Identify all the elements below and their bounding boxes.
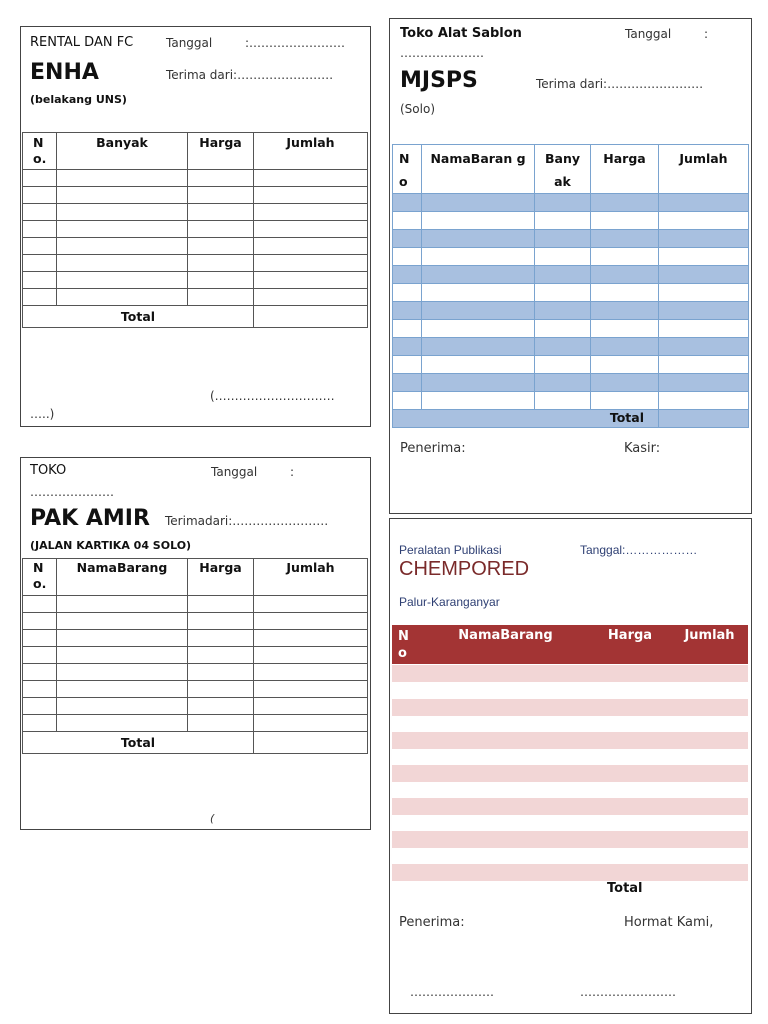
enha-received-from-field[interactable]: Terima dari:…………………… bbox=[166, 68, 334, 82]
table-row[interactable] bbox=[23, 204, 368, 221]
table-row[interactable] bbox=[23, 289, 368, 306]
enha-items-table bbox=[22, 132, 368, 328]
pakamir-date-field[interactable]: ………………… bbox=[30, 485, 114, 499]
enha-signature-line: (………………………… bbox=[210, 389, 335, 403]
enha-address: (belakang UNS) bbox=[30, 93, 127, 106]
chempored-signature-penerima: ………………… bbox=[410, 985, 494, 999]
table-row[interactable] bbox=[393, 392, 749, 410]
mjsps-total-label: Total bbox=[393, 410, 659, 428]
chempored-col-namabarang: NamaBarang bbox=[422, 625, 589, 664]
mjsps-shop-name: MJSPS bbox=[400, 68, 478, 93]
enha-signature-line-end: …..) bbox=[30, 407, 55, 421]
pakamir-col-no: N o. bbox=[23, 559, 57, 596]
chempored-items-table-header bbox=[392, 625, 748, 664]
enha-total-label: Total bbox=[23, 306, 254, 328]
mjsps-col-harga: Harga bbox=[591, 145, 659, 194]
table-row[interactable] bbox=[393, 374, 749, 392]
mjsps-address: (Solo) bbox=[400, 102, 435, 116]
table-row[interactable] bbox=[23, 187, 368, 204]
chempored-business-type: Peralatan Publikasi bbox=[399, 543, 502, 557]
mjsps-kasir-label: Kasir: bbox=[624, 441, 661, 456]
table-row[interactable] bbox=[23, 715, 368, 732]
table-row[interactable] bbox=[23, 238, 368, 255]
enha-col-banyak: Banyak bbox=[57, 133, 188, 170]
chempored-col-no: N o bbox=[392, 625, 422, 664]
pakamir-total-label: Total bbox=[23, 732, 254, 754]
mjsps-col-no: N o bbox=[393, 145, 422, 194]
table-row[interactable] bbox=[392, 665, 748, 682]
mjsps-items-table bbox=[392, 144, 749, 428]
table-row[interactable] bbox=[392, 699, 748, 716]
pakamir-received-from-field[interactable]: Terimadari:…………………… bbox=[165, 514, 329, 528]
enha-date-label: Tanggal bbox=[166, 36, 213, 50]
mjsps-business-type: Toko Alat Sablon bbox=[400, 26, 522, 41]
mjsps-penerima-label: Penerima: bbox=[400, 441, 466, 456]
table-row[interactable] bbox=[393, 194, 749, 212]
mjsps-col-jumlah: Jumlah bbox=[659, 145, 749, 194]
pakamir-address: (JALAN KARTIKA 04 SOLO) bbox=[30, 539, 192, 552]
table-row[interactable] bbox=[392, 831, 748, 848]
chempored-hormat-label: Hormat Kami, bbox=[624, 915, 714, 930]
table-row[interactable] bbox=[392, 765, 748, 782]
enha-date-field[interactable]: :…………………… bbox=[245, 36, 346, 50]
pakamir-col-jumlah: Jumlah bbox=[254, 559, 368, 596]
table-row[interactable] bbox=[393, 338, 749, 356]
table-row[interactable] bbox=[393, 284, 749, 302]
table-row[interactable] bbox=[23, 613, 368, 630]
table-row[interactable] bbox=[23, 664, 368, 681]
mjsps-received-from-field[interactable]: Terima dari:…………………… bbox=[536, 77, 704, 91]
pakamir-business-type: TOKO bbox=[30, 463, 67, 478]
chempored-col-jumlah: Jumlah bbox=[671, 625, 748, 664]
table-row[interactable] bbox=[23, 221, 368, 238]
enha-col-jumlah: Jumlah bbox=[254, 133, 368, 170]
table-row[interactable] bbox=[23, 596, 368, 613]
pakamir-date-colon: : bbox=[290, 465, 295, 479]
chempored-address: Palur-Karanganyar bbox=[399, 595, 500, 609]
table-row[interactable] bbox=[23, 647, 368, 664]
pakamir-items-table bbox=[22, 558, 368, 754]
table-row[interactable] bbox=[23, 170, 368, 187]
table-row[interactable] bbox=[23, 630, 368, 647]
enha-col-harga: Harga bbox=[188, 133, 254, 170]
pakamir-shop-name: PAK AMIR bbox=[30, 506, 150, 531]
table-row[interactable] bbox=[392, 732, 748, 749]
mjsps-date-field[interactable]: ………………… bbox=[400, 46, 484, 60]
table-row[interactable] bbox=[23, 255, 368, 272]
table-row[interactable] bbox=[23, 272, 368, 289]
table-row[interactable] bbox=[23, 698, 368, 715]
pakamir-col-namabarang: NamaBarang bbox=[57, 559, 188, 596]
table-row[interactable] bbox=[392, 864, 748, 881]
table-row[interactable] bbox=[393, 248, 749, 266]
mjsps-date-label: Tanggal bbox=[625, 27, 672, 41]
pakamir-signature-line: ( bbox=[210, 812, 215, 825]
chempored-shop-name: CHEMPORED bbox=[399, 558, 530, 580]
chempored-penerima-label: Penerima: bbox=[399, 915, 465, 930]
table-row[interactable] bbox=[393, 302, 749, 320]
enha-total-value[interactable] bbox=[254, 306, 368, 328]
table-row[interactable] bbox=[393, 356, 749, 374]
table-row[interactable] bbox=[392, 798, 748, 815]
pakamir-date-label: Tanggal bbox=[211, 465, 258, 479]
chempored-col-harga: Harga bbox=[589, 625, 671, 664]
mjsps-col-banyak: Bany ak bbox=[535, 145, 591, 194]
pakamir-col-harga: Harga bbox=[188, 559, 254, 596]
table-row[interactable] bbox=[393, 266, 749, 284]
chempored-date-field[interactable]: Tanggal:……………… bbox=[580, 543, 698, 557]
table-row[interactable] bbox=[393, 230, 749, 248]
chempored-total-label: Total bbox=[607, 881, 643, 896]
enha-business-type: RENTAL DAN FC bbox=[30, 35, 134, 50]
mjsps-col-namabarang: NamaBaran g bbox=[422, 145, 535, 194]
chempored-signature-hormat: …………………… bbox=[580, 985, 676, 999]
mjsps-date-colon: : bbox=[704, 27, 709, 41]
table-row[interactable] bbox=[393, 212, 749, 230]
table-row[interactable] bbox=[393, 320, 749, 338]
enha-shop-name: ENHA bbox=[30, 60, 99, 85]
pakamir-total-value[interactable] bbox=[254, 732, 368, 754]
table-row[interactable] bbox=[23, 681, 368, 698]
enha-col-no: N o. bbox=[23, 133, 57, 170]
mjsps-total-value[interactable] bbox=[659, 410, 749, 428]
